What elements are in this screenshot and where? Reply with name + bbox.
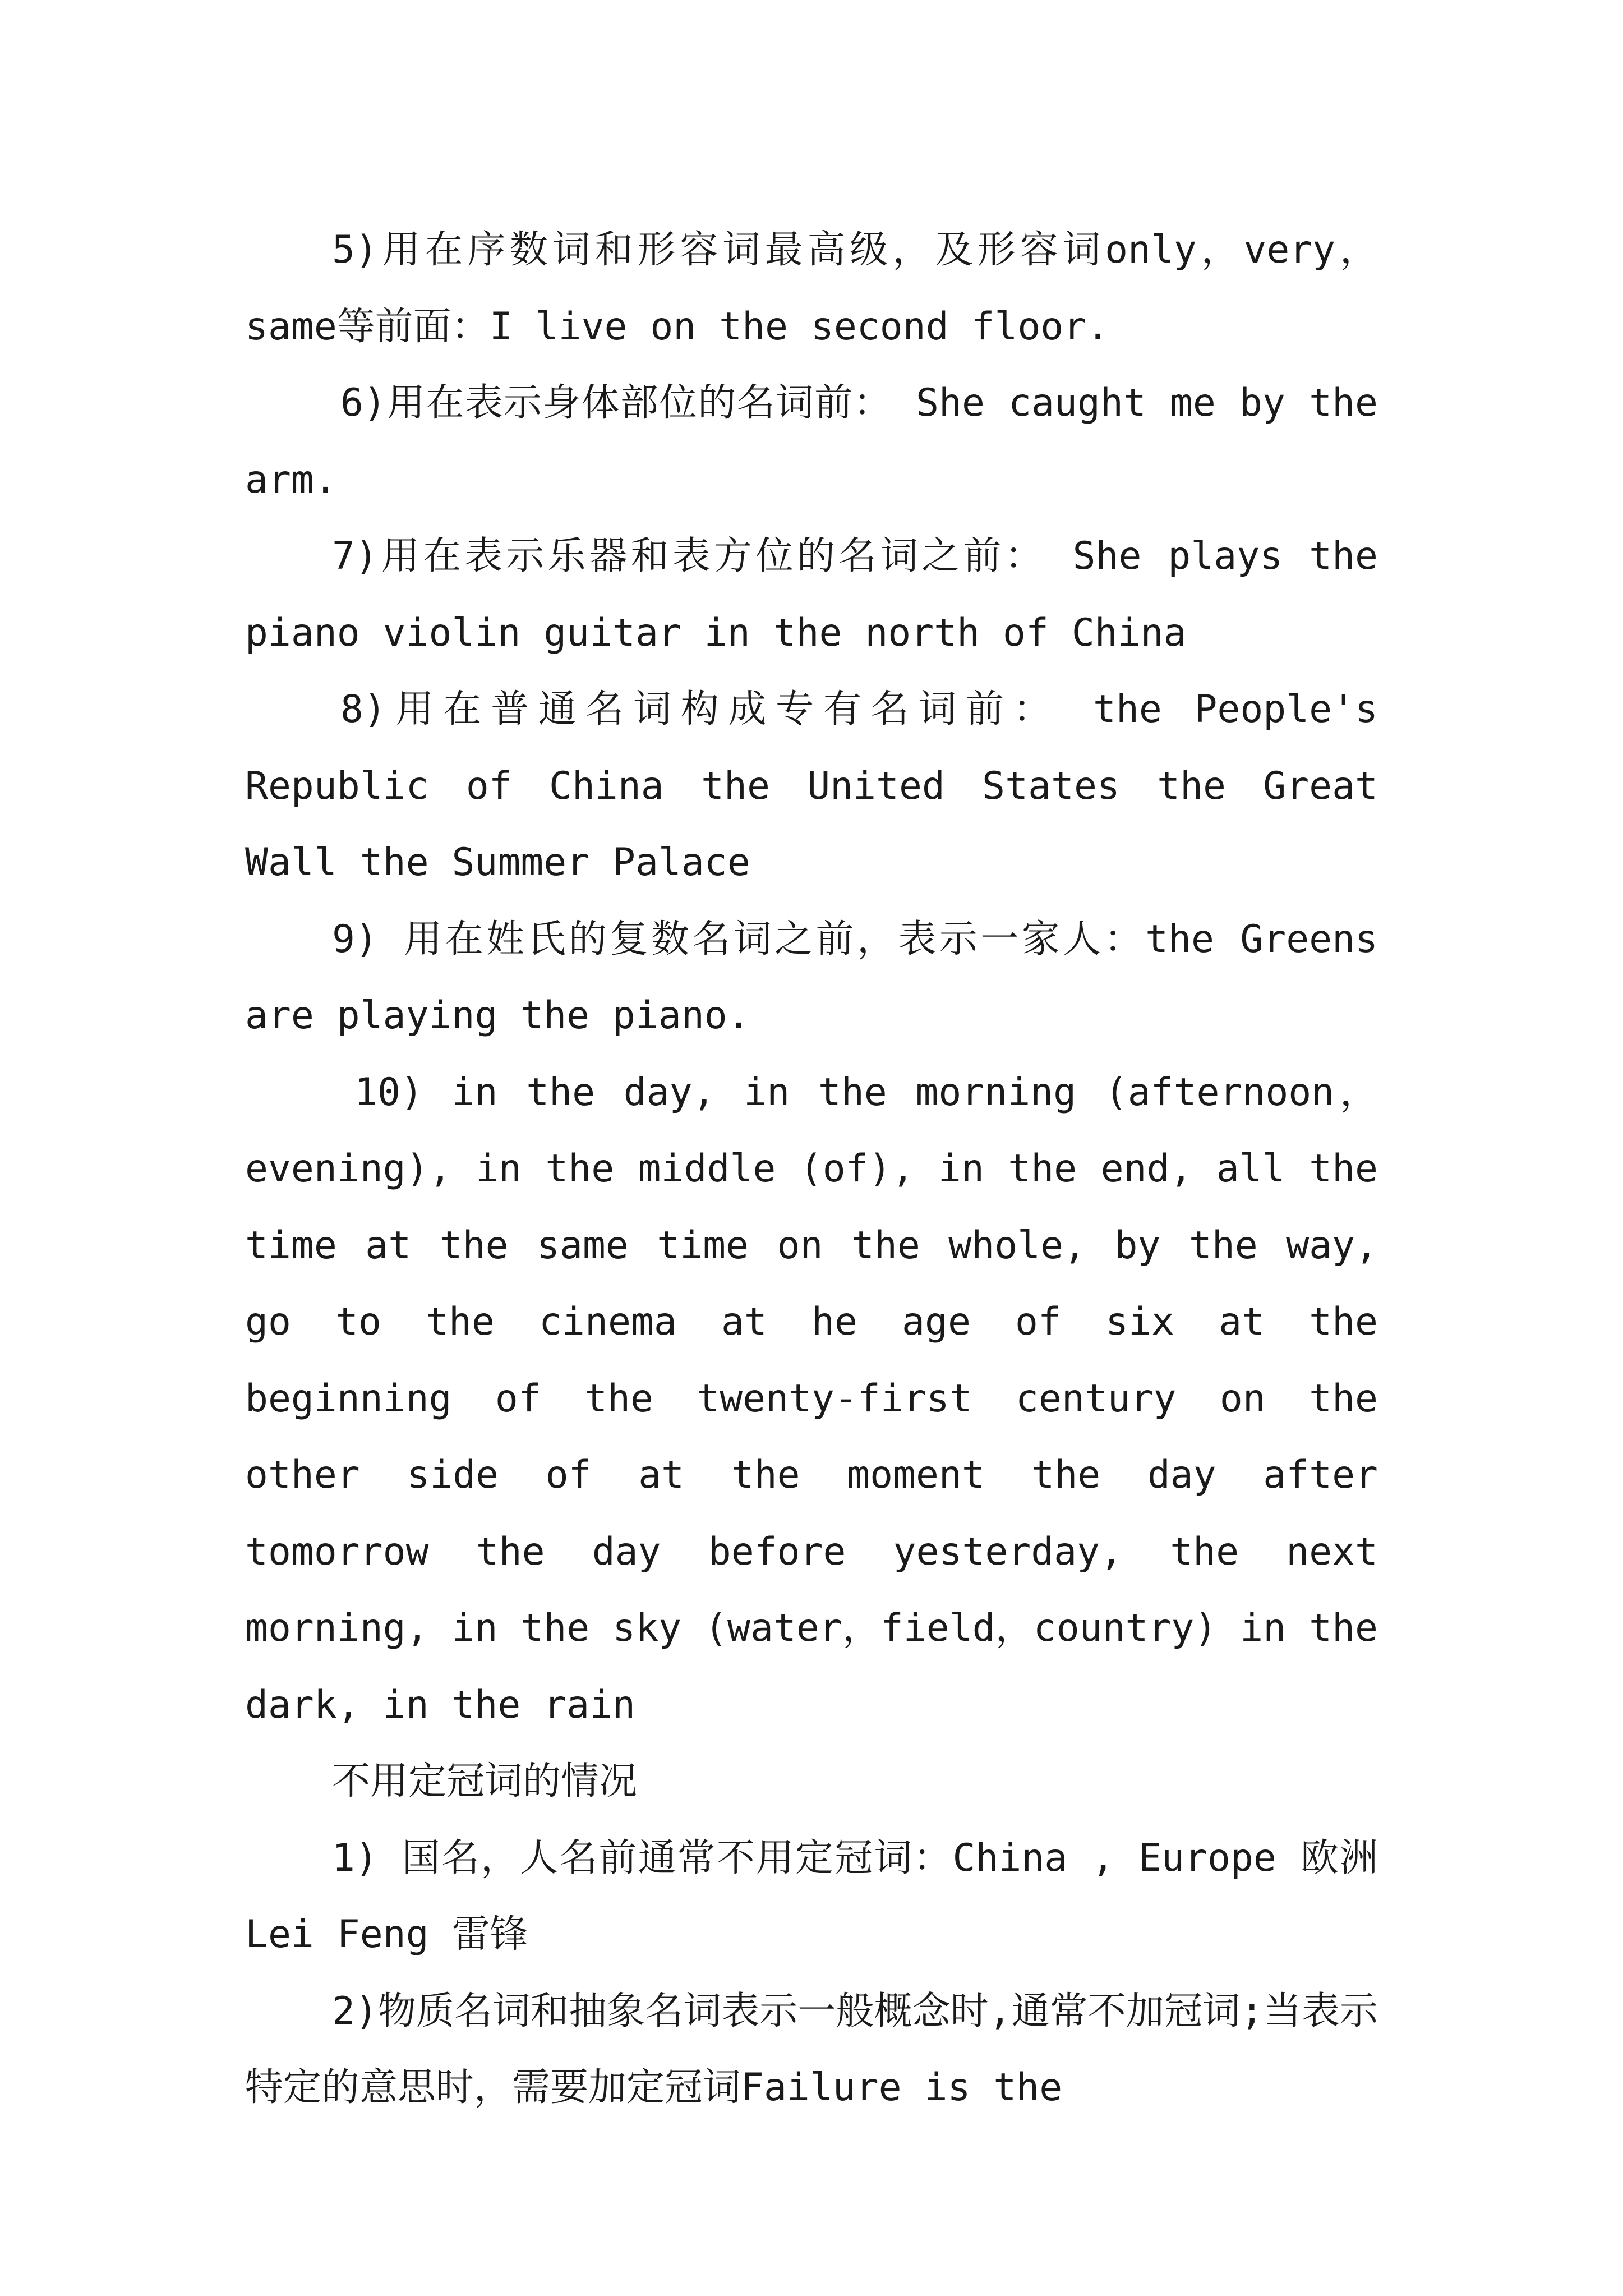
paragraph-body-parts: 6)用在表示身体部位的名词前： She caught me by the arm. [245,381,1378,502]
paragraph-material-abstract-nouns: 2)物质名词和抽象名词表示一般概念时,通常不加冠词;当表示特定的意思时，需要加定冠词Failure is the [245,1989,1378,2110]
document-body [245,212,1378,2127]
paragraph-family-names: 9) 用在姓氏的复数名词之前，表示一家人：the Greens are playing the piano. [245,917,1378,1038]
section-heading-no-article: 不用定冠词的情况 [332,1759,638,1803]
paragraph-fixed-phrases: 10) in the day, in the morning (afternoon，evening), in the middle (of), in the end, all the time at the same time on the whole, by the way, go to the cinema at he age of six at the beginning of the twenty-first century on the other side of at the moment the day after tomorrow the day before yesterday, the next morning, in the sky (water，field，country) in the dark, in the rain [245,1070,1378,1727]
paragraph-proper-nouns: 8)用在普通名词构成专有名词前： the People's Republic of China the United States the Great Wall the Summer Palace [245,687,1378,885]
paragraph-instruments-directions: 7)用在表示乐器和表方位的名词之前： She plays the piano violin guitar in the north of China [245,534,1378,655]
paragraph-ordinal-superlative: 5)用在序数词和形容词最高级，及形容词only，very，same等前面：I live on the second floor. [245,228,1378,349]
paragraph-country-person-names: 1) 国名，人名前通常不用定冠词：China , Europe 欧洲 Lei Feng 雷锋 [245,1835,1378,1957]
